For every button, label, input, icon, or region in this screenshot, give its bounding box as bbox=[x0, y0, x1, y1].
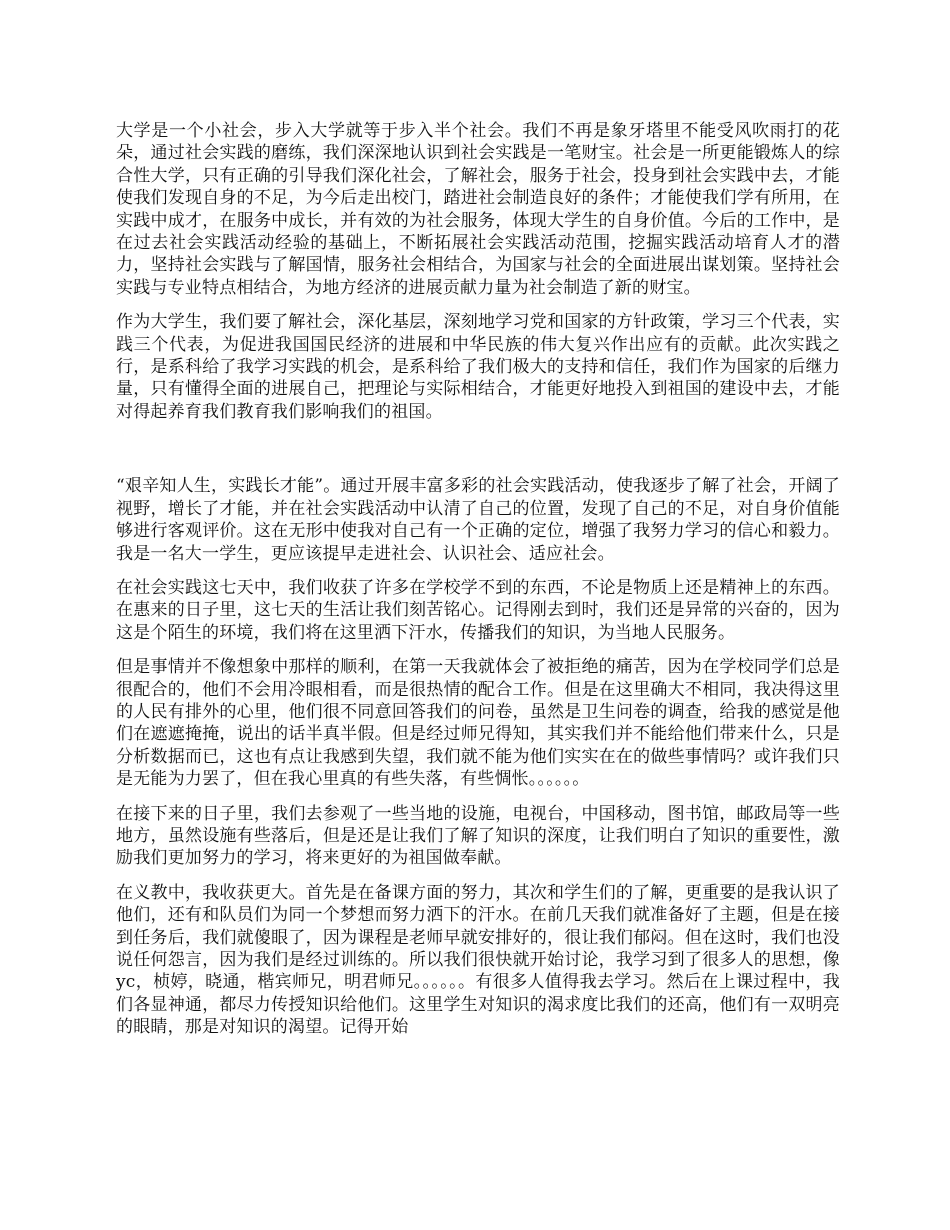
paragraph-7: 在义教中，我收获更大。首先是在备课方面的努力，其次和学生们的了解，更重要的是我认识了他们，还有和队员们为同一个梦想而努力洒下的汗水。在前几天我们就准备好了主题，但是在接到任务后，我们就傻眼了，因为课程是老师早就安排好的，很让我们郁闷。但在这时，我们也没说任何怨言，因为我们是经过训练的。所以我们很快就开始讨论，我学习到了很多人的思想，像yc，桢婷，晓通，楷宾师兄，明君师兄。。。。。。有很多人值得我去学习。然后在上课过程中，我们各显神通，都尽力传授知识给他们。这里学生对知识的渴求度比我们的还高，他们有一双明亮的眼睛，那是对知识的渴望。记得开始 bbox=[116, 882, 840, 1038]
paragraph-6: 在接下来的日子里，我们去参观了一些当地的设施，电视台，中国移动，图书馆，邮政局等一些地方，虽然设施有些落后，但是还是让我们了解了知识的深度，让我们明白了知识的重要性，激励我们更加努力的学习，将来更好的为祖国做奉献。 bbox=[116, 803, 840, 869]
paragraph-5: 但是事情并不像想象中那样的顺利，在第一天我就体会了被拒绝的痛苦，因为在学校同学们总是很配合的，他们不会用冷眼相看，而是很热情的配合工作。但是在这里确大不相同，我决得这里的人民有排外的心里，他们很不同意回答我们的问卷，虽然是卫生问卷的调查，给我的感觉是他们在遮遮掩掩，说出的话半真半假。但是经过师兄得知，其实我们并不能给他们带来什么，只是分析数据而已，这也有点让我感到失望，我们就不能为他们实实在在的做些事情吗？或许我们只是无能为力罢了，但在我心里真的有些失落，有些惆怅。。。。。。 bbox=[116, 657, 840, 790]
section-gap bbox=[116, 435, 840, 475]
paragraph-2: 作为大学生，我们要了解社会，深化基层，深刻地学习党和国家的方针政策，学习三个代表，实践三个代表，为促进我国国民经济的进展和中华民族的伟大复兴作出应有的贡献。此次实践之行，是系科给了我学习实践的机会，是系科给了我们极大的支持和信任，我们作为国家的后继力量，只有懂得全面的进展自己，把理论与实际相结合，才能更好地投入到祖国的建设中去，才能对得起养育我们教育我们影响我们的祖国。 bbox=[116, 312, 840, 422]
paragraph-1: 大学是一个小社会，步入大学就等于步入半个社会。我们不再是象牙塔里不能受风吹雨打的花朵，通过社会实践的磨练，我们深深地认识到社会实践是一笔财宝。社会是一所更能锻炼人的综合性大学，只有正确的引导我们深化社会，了解社会，服务于社会，投身到社会实践中去，才能使我们发现自身的不足，为今后走出校门，踏进社会制造良好的条件；才能使我们学有所用，在实践中成才，在服务中成长，并有效的为社会服务，体现大学生的自身价值。今后的工作中，是在过去社会实践活动经验的基础上，不断拓展社会实践活动范围，挖掘实践活动培育人才的潜力，坚持社会实践与了解国情，服务社会相结合，为国家与社会的全面进展出谋划策。坚持社会实践与专业特点相结合，为地方经济的进展贡献力量为社会制造了新的财宝。 bbox=[116, 121, 840, 298]
paragraph-4: 在社会实践这七天中，我们收获了许多在学校学不到的东西，不论是物质上还是精神上的东西。在惠来的日子里，这七天的生活让我们刻苦铭心。记得刚去到时，我们还是异常的兴奋的，因为这是个陌生的环境，我们将在这里洒下汗水，传播我们的知识，为当地人民服务。 bbox=[116, 577, 840, 643]
document-body bbox=[116, 120, 840, 1051]
paragraph-3: “艰辛知人生，实践长才能”。通过开展丰富多彩的社会实践活动，使我逐步了解了社会，开阔了视野，增长了才能，并在社会实践活动中认清了自己的位置，发现了自己的不足，对自身价值能够进行客观评价。这在无形中使我对自己有一个正确的定位，增强了我努力学习的信心和毅力。我是一名大一学生，更应该提早走进社会、认识社会、适应社会。 bbox=[116, 476, 840, 564]
